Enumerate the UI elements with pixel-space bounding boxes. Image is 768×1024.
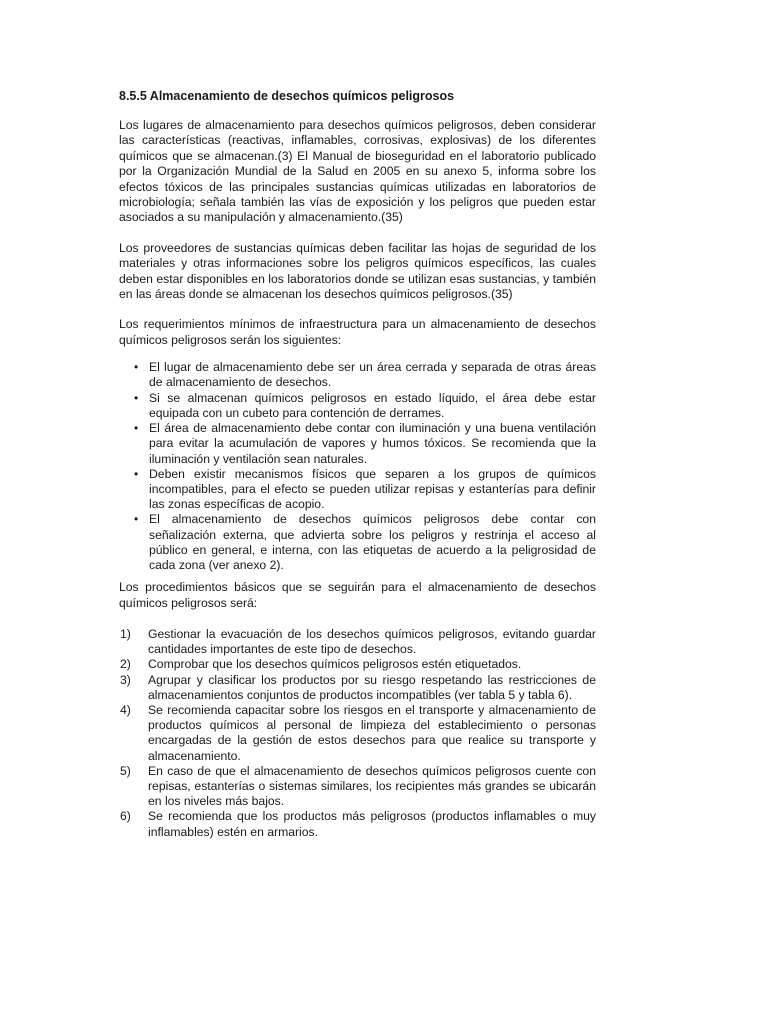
list-item-text: Comprobar que los desechos químicos peligrosos estén etiquetados. [148,657,522,672]
bullet-icon: • [134,421,139,436]
list-item [134,421,596,467]
bullet-icon: • [134,466,139,481]
section-heading: 8.5.5 Almacenamiento de desechos químicos peligrosos [119,89,455,103]
list-item [120,763,596,810]
list-item-text: En caso de que el almacenamiento de desechos químicos peligrosos cuente con repisas, estanterías o sistemas similares, los recipientes más grandes se ubicarán en los niveles más bajos. [148,763,596,809]
list-item [120,672,596,703]
step-number: 6) [120,809,131,824]
bullet-icon: • [134,360,139,375]
step-number: 2) [120,657,131,672]
list-item-text: Agrupar y clasificar los productos por su riesgo respetando las restricciones de almacenamientos conjuntos de productos incompatibles (ver tabla 5 y tabla 6). [148,672,596,702]
list-item [120,702,596,764]
step-number: 4) [120,702,131,717]
list-item [120,657,596,672]
paragraph-suppliers: Los proveedores de sustancias químicas deben facilitar las hojas de seguridad de los materiales y otras informaciones sobre los peligros químicos específicos, las cuales deben estar disponibles en los laboratorios donde se utilizan esas sustancias, y también en las áreas donde se almacenan los desechos químicos peligrosos.(35) [119,240,596,302]
list-item-text: Si se almacenan químicos peligrosos en estado líquido, el área debe estar equipada con un cubeto para contención de derrames. [149,390,596,420]
paragraph-intro: Los lugares de almacenamiento para desechos químicos peligrosos, deben considerar las características (reactivas, inflamables, corrosivas, explosivas) de los diferentes químicos que se almacenan.(3) El Manual de bioseguridad en el laboratorio publicado por la Organización Mundial de la Salud en 2005 en su anexo 5, informa sobre los efectos tóxicos de las principales sustancias químicas utilizadas en laboratorios de microbiología; señala también las vías de exposición y los peligros que pueden estar asociados a su manipulación y almacenamiento.(35) [119,118,596,225]
step-number: 3) [120,672,131,687]
list-item-text: El almacenamiento de desechos químicos peligrosos debe contar con señalización externa, que advierta sobre los peligros y restrinja el acceso al público en general, e interna, con las etiquetas de acuerdo a la peligrosidad de cada zona (ver anexo 2). [149,512,596,572]
document-page [119,88,596,840]
list-item [134,466,596,513]
list-item-text: Gestionar la evacuación de los desechos químicos peligrosos, evitando guardar cantidades importantes de este tipo de desechos. [148,626,596,657]
list-item [134,390,596,421]
bullet-icon: • [134,390,139,405]
list-item [120,626,596,657]
list-item-text: Se recomienda capacitar sobre los riesgos en el transporte y almacenamiento de productos químicos al personal de limpieza del establecimiento o personas encargadas de la gestión de estos desechos para que realice su transporte y almacenamiento. [148,702,596,763]
paragraph-requirements-intro: Los requerimientos mínimos de infraestructura para un almacenamiento de desechos químicos peligrosos serán los siguientes: [119,317,596,347]
procedures-list [119,627,596,840]
step-number: 5) [120,763,131,778]
list-item-text: El lugar de almacenamiento debe ser un área cerrada y separada de otras áreas de almacenamiento de desechos. [149,360,596,390]
list-item-text: El área de almacenamiento debe contar con iluminación y una buena ventilación para evitar la acumulación de vapores y humos tóxicos. Se recomienda que la iluminación y ventilación sean naturales. [149,421,596,466]
list-item-text: Se recomienda que los productos más peligrosos (productos inflamables o muy inflamables) estén en armarios. [148,809,596,839]
list-item [134,360,596,390]
requirements-list [119,360,596,573]
list-item [120,809,596,839]
list-item-text: Deben existir mecanismos físicos que separen a los grupos de químicos incompatibles, para el efecto se pueden utilizar repisas y estanterías para definir las zonas específicas de acopio. [149,466,596,512]
list-item [134,512,596,573]
bullet-icon: • [134,512,139,527]
paragraph-procedures-intro: Los procedimientos básicos que se seguirán para el almacenamiento de desechos químicos peligrosos será: [119,580,596,610]
step-number: 1) [120,626,131,641]
